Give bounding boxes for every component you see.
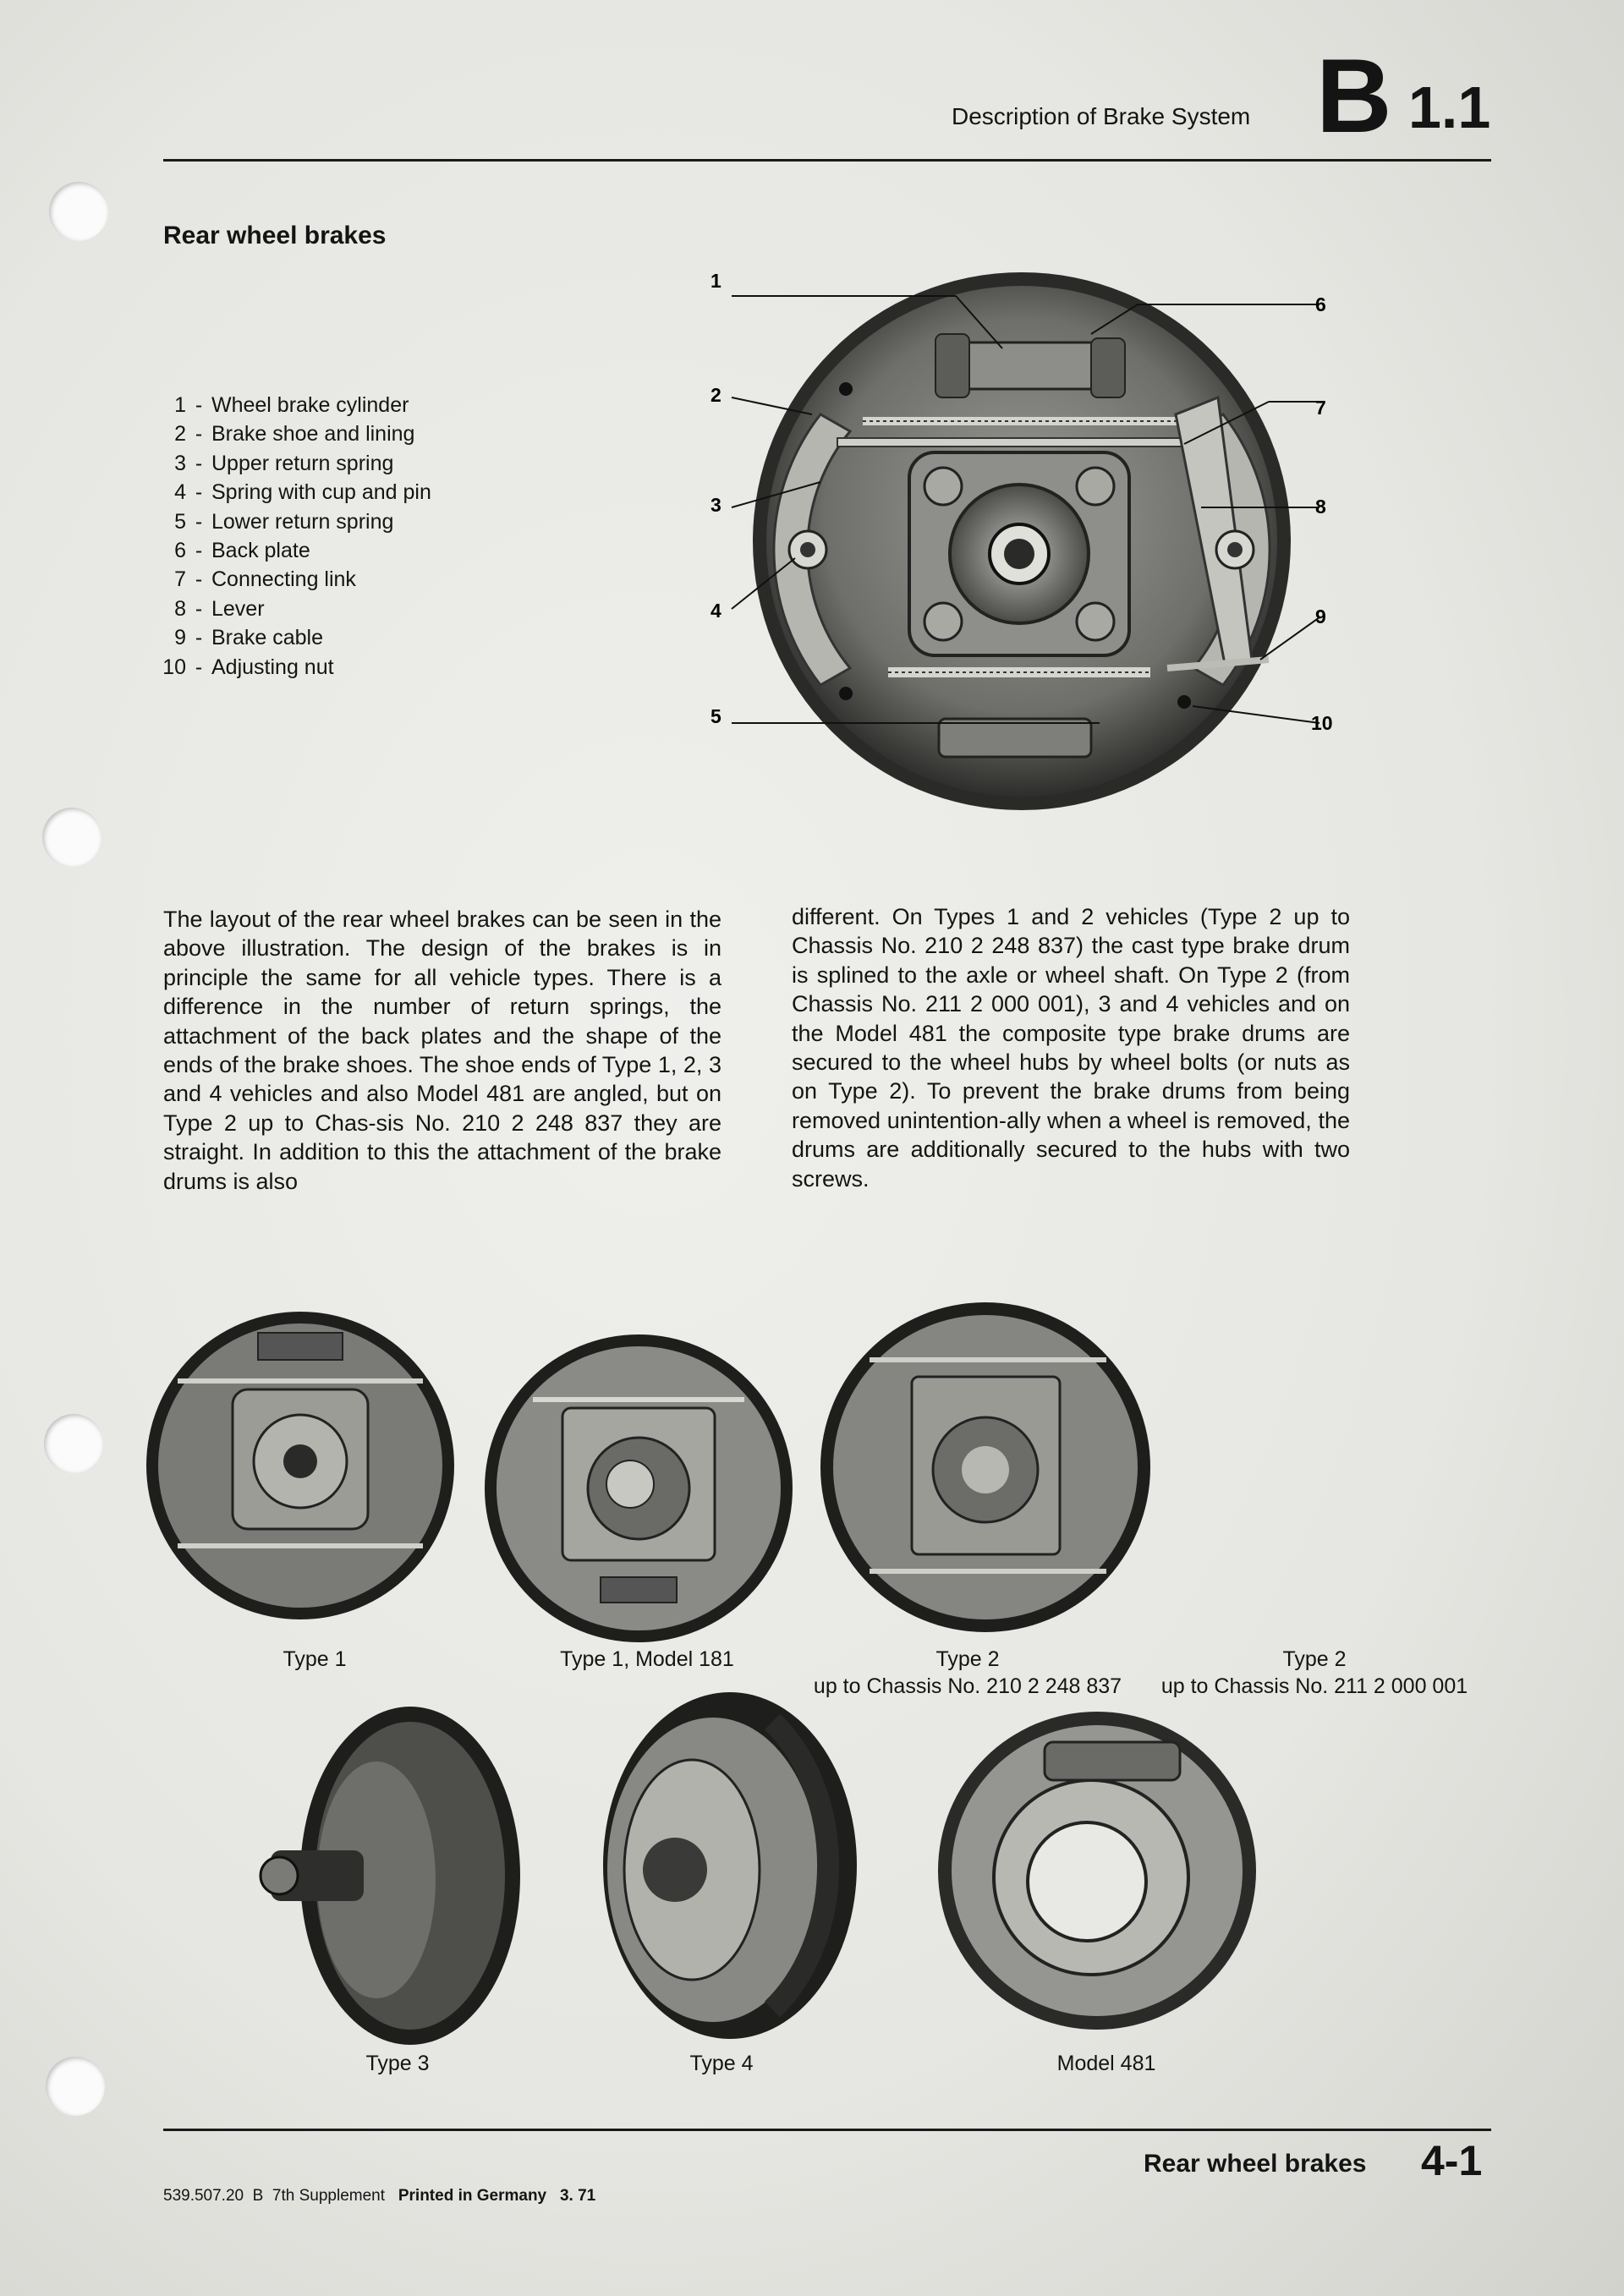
footer-title: Rear wheel brakes: [1144, 2150, 1367, 2178]
wheel-brake-cylinder: [947, 342, 1108, 389]
punch-hole: [49, 182, 108, 241]
legend-item: 5 - Lower return spring: [174, 509, 394, 534]
adjuster: [939, 719, 1091, 757]
section-title: Rear wheel brakes: [163, 222, 387, 249]
footer-rule: [163, 2129, 1491, 2131]
page-number: 4-1: [1421, 2137, 1483, 2184]
caption-model481: Model 481: [1056, 2052, 1156, 2075]
callout-8: 8: [1315, 496, 1326, 518]
photo-type1-model181: [482, 1332, 795, 1645]
photo-type4: [578, 1688, 865, 2043]
caption-type2-late: Type 2 up to Chassis No. 211 2 000 001: [1160, 1647, 1468, 1698]
punch-hole: [44, 1414, 103, 1473]
photo-type3: [254, 1698, 533, 2053]
connecting-link: [837, 438, 1210, 447]
body-paragraph-left: The layout of the rear wheel brakes can be seen in the above illustration. The design of the brakes is in principle the same for all vehicle types. There is a difference in the number of return springs, the attachment of the back plates and the shape of the ends of the brake shoes. The shoe ends of Type 1, 2, 3 and 4 vehicles and also Model 481 are angled, but on Type 2 up to Chas-sis No. 210 2 248 837 they are straight. In addition to this the attachment of the brake drums is also: [163, 907, 721, 1194]
photo-model481: [935, 1708, 1260, 2034]
caption-type1-model181: Type 1, Model 181: [560, 1647, 734, 1671]
caption-type1: Type 1: [283, 1647, 347, 1671]
parts-legend: [161, 391, 448, 682]
callout-4: 4: [710, 600, 721, 622]
callout-10: 10: [1311, 712, 1333, 734]
callout-5: 5: [710, 705, 721, 727]
callout-1: 1: [710, 270, 721, 292]
legend-item: 7 - Connecting link: [174, 567, 356, 592]
photo-type1: [144, 1309, 457, 1622]
punch-hole: [42, 808, 102, 867]
legend-item: 1 - Wheel brake cylinder: [174, 393, 409, 417]
section-letter: B: [1316, 38, 1391, 155]
rear-brake-diagram: [694, 262, 1370, 837]
body-paragraph-right: different. On Types 1 and 2 vehicles (Type 2 up to Chassis No. 210 2 248 837) the cast type brake drum is splined to the axle or wheel shaft. On Type 2 (from Chassis No. 211 2 000 001), 3 and 4 vehicles and on the Model 481 the composite type brake drums are secured to the wheel hubs by wheel bolts (or nuts as on Type 2). To prevent the brake drums from being removed unintention-ally when a wheel is removed, the drums are additionally secured to the hubs with two screws.: [792, 904, 1350, 1192]
punch-hole: [46, 2057, 105, 2116]
callout-9: 9: [1315, 606, 1326, 627]
header-title: Description of Brake System: [952, 103, 1251, 129]
section-number: 1.1: [1408, 74, 1491, 140]
callout-2: 2: [710, 384, 721, 406]
caption-type3: Type 3: [365, 2052, 430, 2075]
legend-item: 9 - Brake cable: [174, 626, 324, 650]
legend-item: 3 - Upper return spring: [174, 451, 394, 475]
legend-item: 4 - Spring with cup and pin: [174, 480, 431, 505]
header-rule: [163, 159, 1491, 162]
legend-item: 8 - Lever: [174, 596, 265, 621]
footer-info: 539.507.20 B 7th Supplement Printed in Germany 3. 71: [163, 2187, 596, 2205]
caption-type2-early: Type 2 up to Chassis No. 210 2 248 837: [813, 1647, 1122, 1698]
callout-3: 3: [710, 494, 721, 516]
adjusting-nut: [1177, 695, 1191, 709]
callout-6: 6: [1315, 293, 1326, 315]
legend-item: 10 - Adjusting nut: [162, 655, 334, 679]
legend-item: 6 - Back plate: [174, 539, 310, 563]
legend-item: 2 - Brake shoe and lining: [174, 422, 415, 447]
callout-7: 7: [1315, 397, 1326, 419]
caption-type4: Type 4: [689, 2052, 754, 2075]
photo-type2-early: [819, 1301, 1153, 1635]
